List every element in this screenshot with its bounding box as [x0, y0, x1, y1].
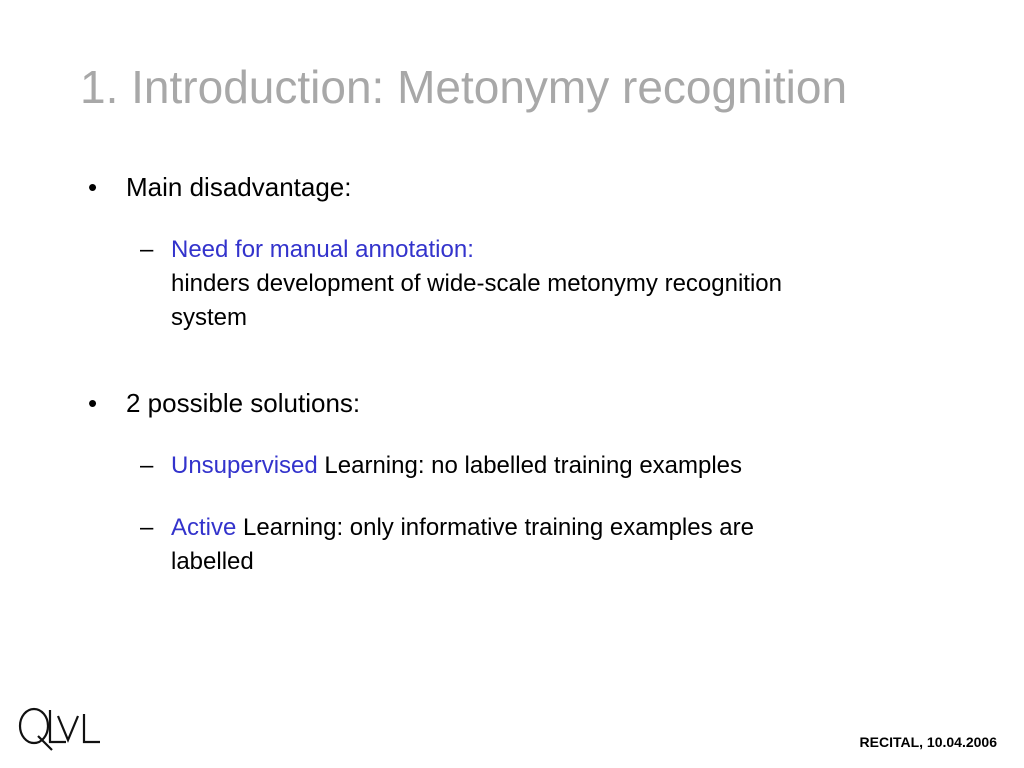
bullet-text: 2 possible solutions: — [126, 388, 361, 418]
sub-rest: Learning: no labelled training examples — [317, 452, 743, 479]
qlvl-logo-icon — [8, 692, 106, 758]
footer-date: RECITAL, 10.04.2006 — [859, 734, 997, 750]
sub-line: hinders development of wide-scale metonymy recognition — [171, 270, 782, 297]
sub-highlight: Active — [171, 514, 237, 541]
bullet-mark: • — [88, 388, 98, 418]
sub-line: labelled — [171, 548, 254, 575]
sub-line: system — [171, 304, 248, 331]
sub-body — [171, 233, 901, 335]
bullet-text: Main disadvantage: — [126, 172, 352, 202]
sub-dash: – — [140, 236, 154, 263]
sub-dash: – — [140, 452, 154, 479]
sub-line — [171, 449, 901, 483]
sub-highlight: Need for manual annotation: — [171, 236, 474, 263]
sub-rest: Learning: only informative training examples are — [236, 514, 754, 541]
sub-body — [171, 449, 901, 483]
sub-body — [171, 511, 901, 579]
sub-dash: – — [140, 514, 154, 541]
sub-highlight: Unsupervised — [171, 452, 318, 479]
slide-title: 1. Introduction: Metonymy recognition — [80, 61, 848, 113]
bullet-mark: • — [88, 172, 98, 202]
sub-line — [171, 511, 901, 545]
